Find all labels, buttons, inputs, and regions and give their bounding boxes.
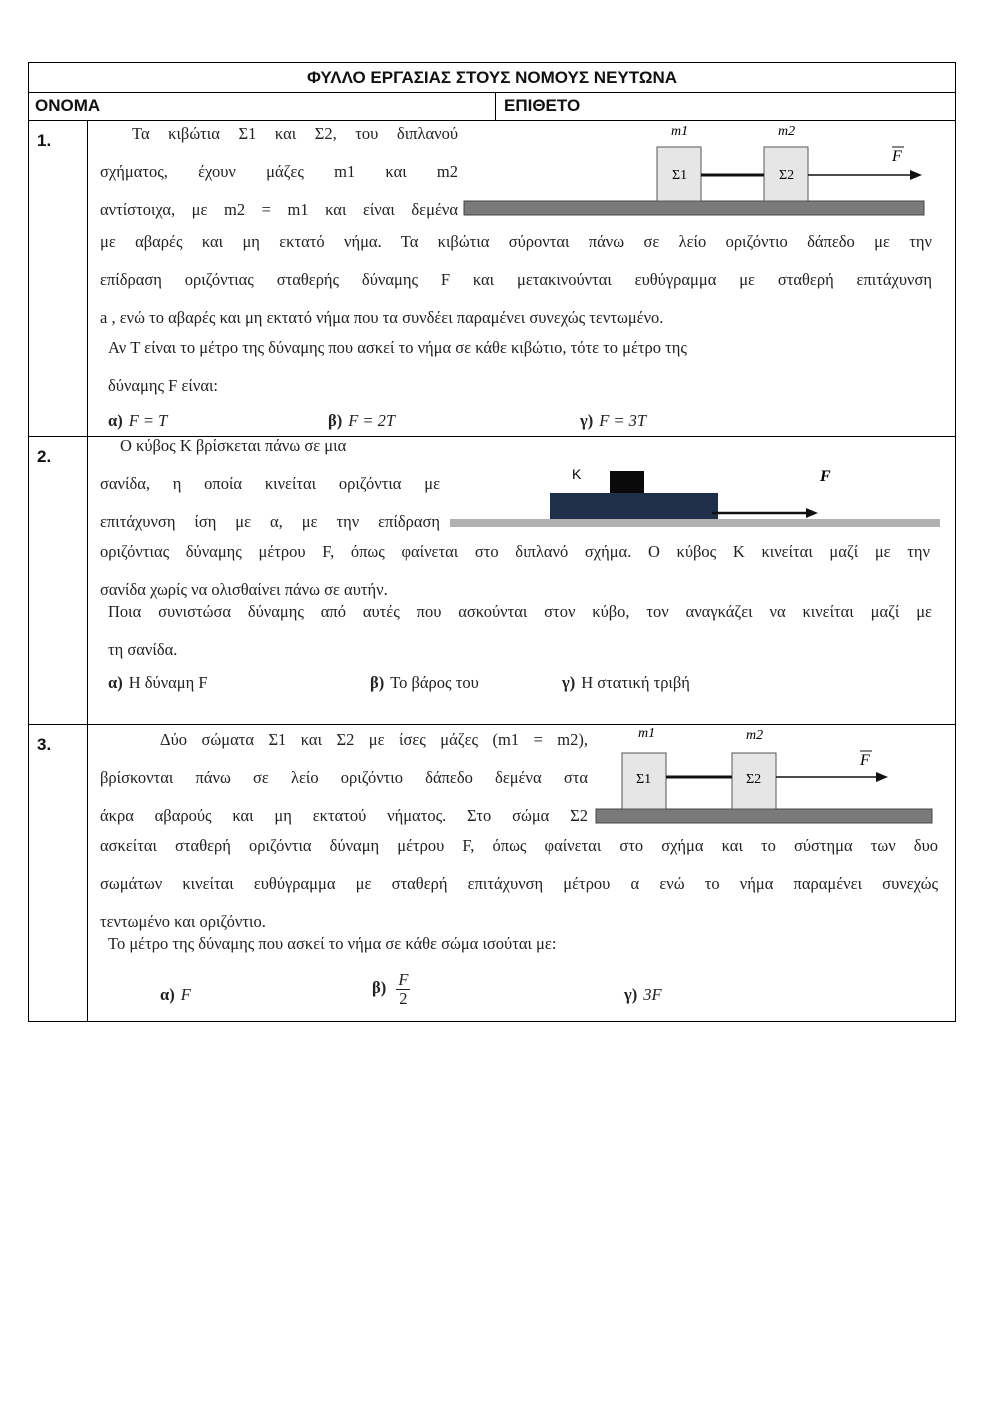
- text-line: αντίστοιχα, με m2 = m1 και είναι δεμένα: [100, 200, 458, 219]
- two-boxes-diagram: [596, 721, 946, 831]
- floor: [464, 201, 924, 215]
- fraction-numerator: F: [398, 970, 409, 989]
- question-1-question: [108, 329, 932, 405]
- option-label: γ): [624, 985, 638, 1004]
- two-boxes-diagram: [464, 117, 944, 227]
- mass-2-label: m2: [778, 124, 796, 139]
- option-c[interactable]: [562, 673, 690, 693]
- ground: [450, 519, 940, 527]
- arrow-head: [806, 508, 818, 518]
- arrow-head: [910, 170, 922, 180]
- question-number: 3.: [29, 725, 88, 1021]
- question-3-question: [108, 925, 932, 963]
- question-1-row: [29, 121, 955, 437]
- question-2-row: [29, 437, 955, 725]
- cube-label: Κ: [572, 466, 582, 482]
- question-3-intro: [100, 721, 588, 835]
- board: [550, 493, 718, 519]
- option-label: α): [160, 985, 175, 1004]
- cube-k: [610, 471, 644, 493]
- text-line: a , ενώ το αβαρές και μη εκτατό νήμα που τα συνδέει παραμένει συνεχώς τεντωμένο.: [100, 308, 664, 327]
- option-label: γ): [562, 673, 576, 692]
- box-1-label: Σ1: [636, 772, 652, 787]
- box-2-label: Σ2: [779, 168, 795, 183]
- box-1-label: Σ1: [672, 168, 688, 183]
- question-2-intro: [100, 427, 440, 541]
- text-line: σωμάτων κινείται ευθύγραμμα με σταθερή επιτάχυνση μέτρου α ενώ το νήμα παραμένει συνεχώς: [100, 874, 938, 893]
- text-line: Ο κύβος Κ βρίσκεται πάνω σε μια: [120, 436, 347, 455]
- text-line: Αν T είναι το μέτρο της δύναμης που ασκεί το νήμα σε κάθε κιβώτιο, τότε το μέτρο της: [108, 338, 687, 357]
- text-line: επιτάχυνση ίση με α, με την επίδραση: [100, 512, 440, 531]
- question-number: 2.: [29, 437, 88, 724]
- text-line: Δύο σώματα Σ1 και Σ2 με ίσες μάζες (m1 = m2),: [160, 730, 588, 749]
- option-text: F = T: [128, 411, 168, 430]
- question-2-question: [108, 593, 932, 669]
- worksheet-title-row: [29, 63, 955, 93]
- text-line: Τα κιβώτια Σ1 και Σ2, του διπλανού: [132, 124, 458, 143]
- mass-1-label: m1: [671, 124, 689, 139]
- arrow-head: [876, 772, 888, 782]
- fraction: [396, 971, 410, 1008]
- option-text: 3F: [643, 985, 662, 1004]
- force-label: F: [860, 752, 870, 769]
- text-line: σανίδα, η οποία κινείται οριζόντια με: [100, 474, 440, 493]
- mass-1-label: m1: [638, 726, 656, 741]
- force-label: F: [820, 468, 831, 485]
- option-text: Η δύναμη F: [128, 673, 208, 692]
- question-number: 1.: [29, 121, 88, 436]
- option-text: Η στατική τριβή: [581, 673, 690, 692]
- question-1-text: [100, 223, 932, 337]
- option-c[interactable]: [580, 411, 646, 431]
- cube-on-board-diagram: [450, 453, 950, 553]
- box-2-label: Σ2: [746, 772, 762, 787]
- surname-label: ΕΠΙΘΕΤΟ: [504, 96, 581, 115]
- worksheet-title: ΦΥΛΛΟ ΕΡΓΑΣΙΑΣ ΣΤΟΥΣ ΝΟΜΟΥΣ ΝΕΥΤΩΝΑ: [306, 67, 678, 87]
- option-label: α): [108, 411, 123, 430]
- text-line: ασκείται σταθερή οριζόντια δύναμη μέτρου F, όπως φαίνεται στο σχήμα και το σύστημα των δυο: [100, 836, 938, 855]
- question-3-body: [88, 725, 955, 1021]
- option-label: β): [372, 978, 387, 998]
- name-label: ΟΝΟΜΑ: [35, 96, 101, 115]
- option-text: Το βάρος του: [390, 673, 479, 692]
- floor: [596, 809, 932, 823]
- worksheet-table: [28, 62, 956, 1022]
- option-text: F = 2T: [348, 411, 396, 430]
- option-label: β): [328, 411, 343, 430]
- question-3-row: [29, 725, 955, 1021]
- option-a[interactable]: [160, 985, 191, 1005]
- text-line: σχήματος, έχουν μάζες m1 και m2: [100, 162, 458, 181]
- question-1-body: [88, 121, 955, 436]
- text-line: δύναμης F είναι:: [108, 376, 218, 395]
- text-line: Ποια συνιστώσα δύναμης από αυτές που ασκούνται στον κύβο, τον αναγκάζει να κινείται μαζί με: [108, 602, 932, 621]
- option-label: γ): [580, 411, 594, 430]
- text-line: οριζόντιας δύναμης μέτρου F, όπως φαίνεται στο διπλανό σχήμα. Ο κύβος Κ κινείται μαζί με την: [100, 542, 930, 561]
- option-text: F = 3T: [599, 411, 647, 430]
- question-1-intro: [100, 115, 458, 229]
- text-line: τη σανίδα.: [108, 640, 178, 659]
- option-b[interactable]: [370, 673, 479, 693]
- question-2-body: [88, 437, 955, 724]
- mass-2-label: m2: [746, 728, 764, 743]
- text-line: Το μέτρο της δύναμης που ασκεί το νήμα σε κάθε σώμα ισούται με:: [108, 934, 557, 953]
- surname-field[interactable]: [496, 93, 955, 120]
- option-a[interactable]: [108, 673, 208, 693]
- question-3-text: [100, 827, 938, 941]
- option-label: α): [108, 673, 123, 692]
- option-label: β): [370, 673, 385, 692]
- text-line: επίδραση οριζόντιας σταθερής δύναμης F και μετακινούνται ευθύγραμμα με σταθερή επιτάχυνση: [100, 270, 932, 289]
- option-b[interactable]: [372, 971, 410, 1008]
- fraction-denominator: 2: [399, 989, 408, 1008]
- text-line: άκρα αβαρούς και μη εκτατού νήματος. Στο σώμα Σ2: [100, 806, 588, 825]
- text-line: βρίσκονται πάνω σε λείο οριζόντιο δάπεδο δεμένα στα: [100, 768, 588, 787]
- text-line: τεντωμένο και οριζόντιο.: [100, 912, 266, 931]
- text-line: με αβαρές και μη εκτατό νήμα. Τα κιβώτια σύρονται πάνω σε λείο οριζόντιο δάπεδο με την: [100, 232, 932, 251]
- text-line: σανίδα χωρίς να ολισθαίνει πάνω σε αυτήν.: [100, 580, 388, 599]
- force-label: F: [892, 148, 902, 165]
- option-text: F: [180, 985, 191, 1004]
- option-c[interactable]: [624, 985, 662, 1005]
